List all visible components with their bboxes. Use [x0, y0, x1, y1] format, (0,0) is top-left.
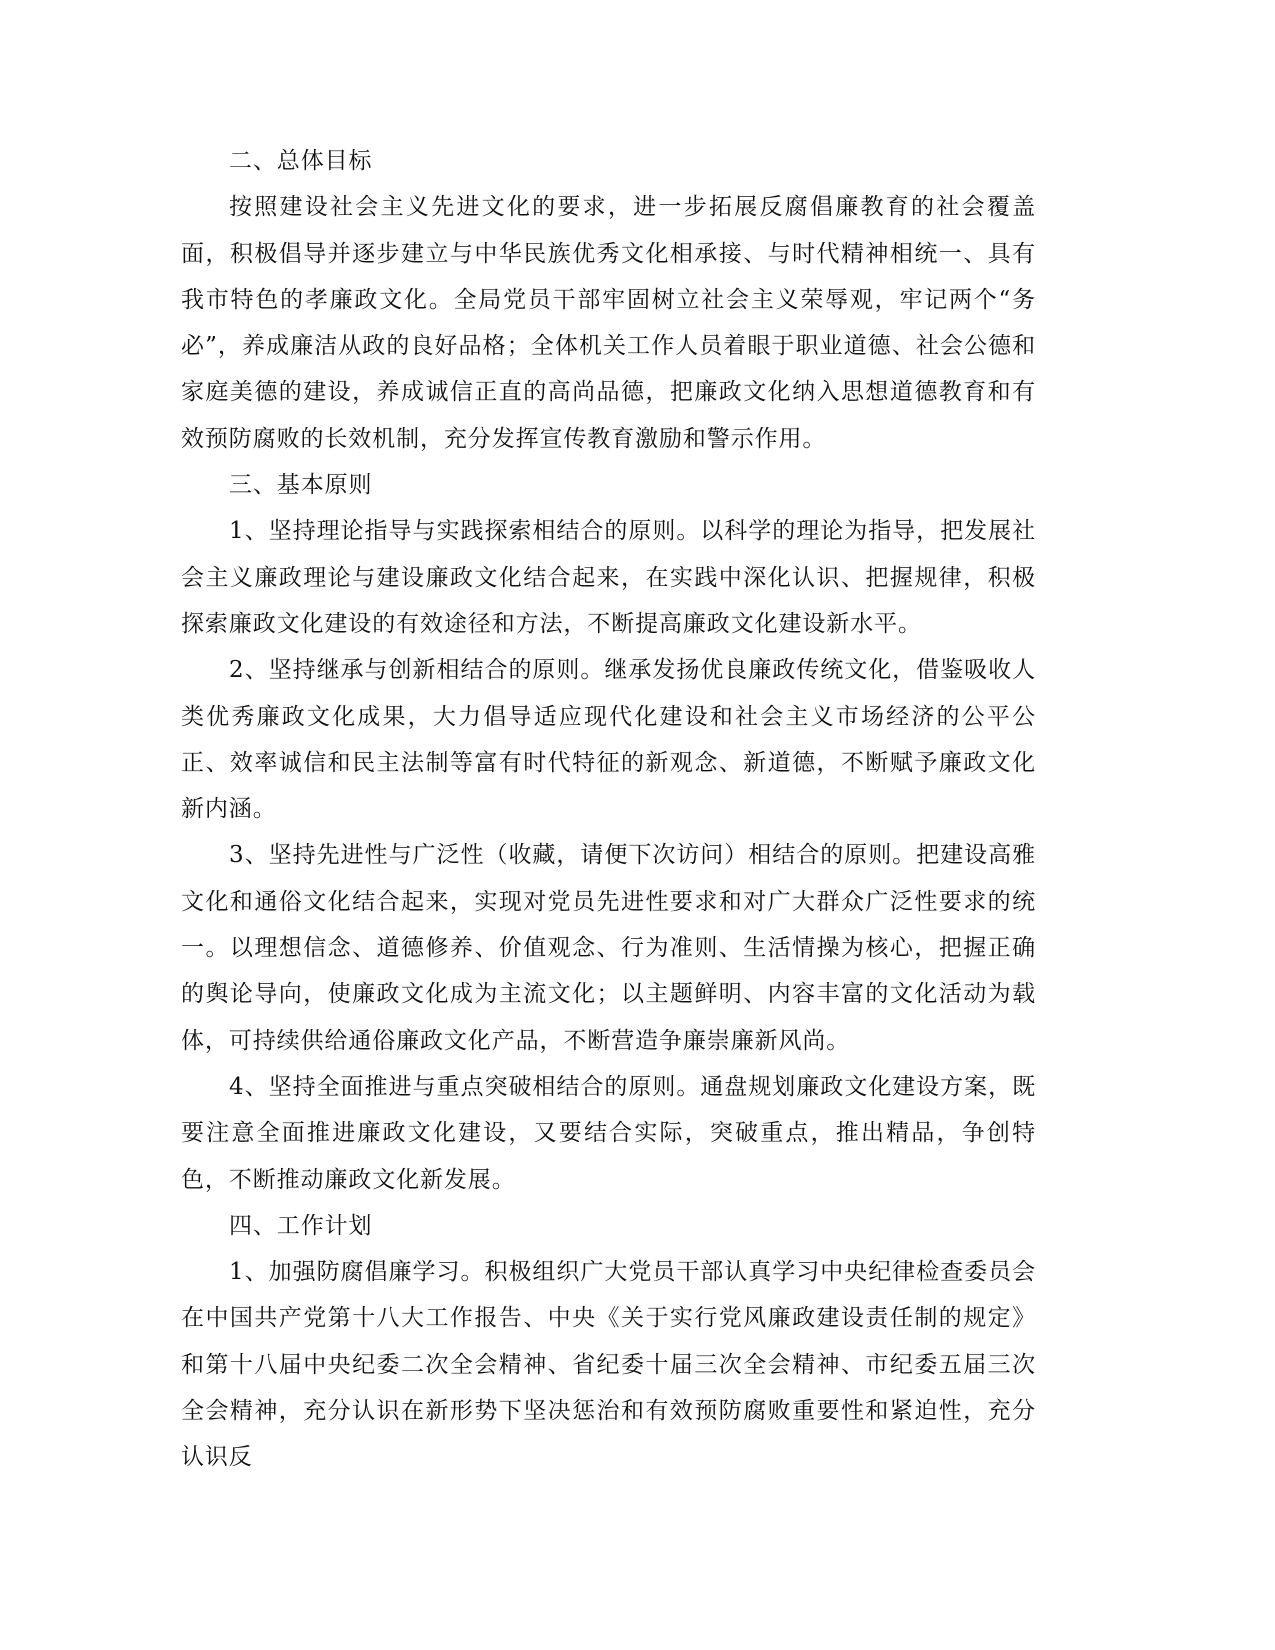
paragraph-principle-3: 3、坚持先进性与广泛性（收藏，请便下次访问）相结合的原则。把建设高雅文化和通俗文化结合起来，实现对党员先进性要求和对广大群众广泛性要求的统一。以理想信念、道德修养、价值观念、行为准则、生活情操为核心，把握正确的舆论导向，使廉政文化成为主流文化；以主题鲜明、内容丰富的文化活动为载体，可持续供给通俗廉政文化产品，不断营造争廉崇廉新风尚。	[181, 842, 1036, 1054]
section-heading-principles: 三、基本原则	[229, 472, 373, 499]
paragraph-principle-2: 2、坚持继承与创新相结合的原则。继承发扬优良廉政传统文化，借鉴吸收人类优秀廉政文化成果，大力倡导适应现代化建设和社会主义市场经济的公平公正、效率诚信和民主法制等富有时代特征的新观念、新道德，不断赋予廉政文化新内涵。	[181, 657, 1036, 823]
paragraph-principle-1: 1、坚持理论指导与实践探索相结合的原则。以科学的理论为指导，把发展社会主义廉政理论与建设廉政文化结合起来，在实践中深化认识、把握规律，积极探索廉政文化建设的有效途径和方法，不断提高廉政文化建设新水平。	[181, 518, 1036, 637]
section-heading-goals: 二、总体目标	[229, 148, 373, 174]
paragraph-work-plan-1: 1、加强防腐倡廉学习。积极组织广大党员干部认真学习中央纪律检查委员会在中国共产党第十八大工作报告、中央《关于实行党风廉政建设责任制的规定》和第十八届中央纪委二次全会精神、省纪委十届三次全会精神、市纪委五届三次全会精神，充分认识在新形势下坚决惩治和有效预防腐败重要性和紧迫性，充分认识反	[181, 1259, 1036, 1471]
document-page	[181, 138, 1036, 1481]
section-heading-work-plan: 四、工作计划	[229, 1212, 373, 1239]
paragraph-goals: 按照建设社会主义先进文化的要求，进一步拓展反腐倡廉教育的社会覆盖面，积极倡导并逐步建立与中华民族优秀文化相承接、与时代精神相统一、具有我市特色的孝廉政文化。全局党员干部牢固树立社会主义荣辱观，牢记两个“务必”，养成廉洁从政的良好品格；全体机关工作人员着眼于职业道德、社会公德和家庭美德的建设，养成诚信正直的高尚品德，把廉政文化纳入思想道德教育和有效预防腐败的长效机制，充分发挥宣传教育激励和警示作用。	[181, 194, 1036, 452]
paragraph-principle-4: 4、坚持全面推进与重点突破相结合的原则。通盘规划廉政文化建设方案，既要注意全面推进廉政文化建设，又要结合实际，突破重点，推出精品，争创特色，不断推动廉政文化新发展。	[181, 1073, 1036, 1193]
